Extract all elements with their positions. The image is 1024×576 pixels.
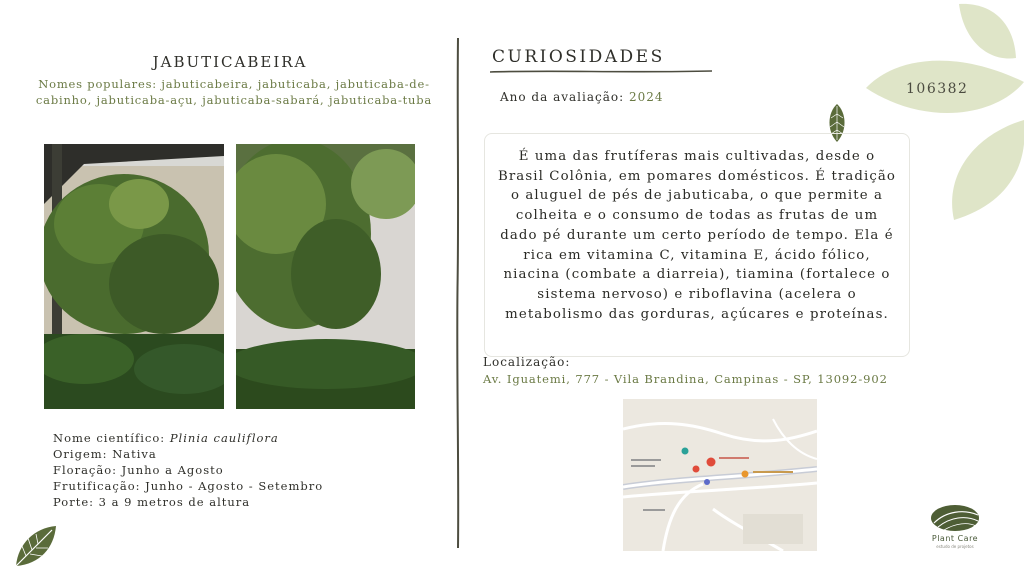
decorative-leaves [864, 0, 1024, 225]
map-pin-icon[interactable] [693, 466, 700, 473]
flowering-row: Floração: Junho a Agosto [53, 463, 224, 477]
curiosity-text: É uma das frutíferas mais cultivadas, desde o Brasil Colônia, em pomares domésticos. É tradição o aluguel de pés de jabuticaba, o que permite a colheita e o consumo de todas as frutas de um dado pé durante um certo período de tempo. Ela é rica em vitamina C, vitamina E, ácido fólico, niacina (combate a diarreia), tiamina (fortalece o sistema nervoso) e riboflavina (acelera o metabolismo das gorduras, açúcares e proteínas. [497, 149, 897, 322]
scientific-name-row: Nome científico: Plinia cauliflora [53, 431, 279, 445]
map-pin-icon[interactable] [707, 458, 716, 467]
location-label: Localização: [483, 355, 571, 369]
logo-name: Plant Care [931, 534, 979, 543]
year-value: 2024 [628, 90, 664, 104]
evaluation-year: Ano da avaliação: 2024 [500, 90, 664, 104]
location-map[interactable] [623, 399, 817, 551]
size-row: Porte: 3 a 9 metros de altura [53, 495, 251, 509]
origin-row: Origem: Nativa [53, 447, 157, 461]
section-title: CURIOSIDADES [492, 47, 665, 67]
location-address: Av. Iguatemi, 777 - Vila Brandina, Campinas - SP, 13092-902 [483, 372, 888, 386]
popular-names: Nomes populares: jabuticabeira, jabuticaba, jabuticaba-de-cabinho, jabuticaba-açu, jabuticaba-sabará, jabuticaba-tuba [35, 77, 433, 107]
fruiting-row: Frutificação: Junho - Agosto - Setembro [53, 479, 324, 493]
plant-photo-2 [236, 144, 415, 409]
plant-common-name: JABUTICABEIRA [152, 53, 308, 71]
leaf-icon [12, 524, 60, 570]
plant-code: 106382 [906, 81, 969, 97]
title-underline [490, 68, 712, 76]
park-marker-icon[interactable] [682, 448, 689, 455]
vertical-divider [452, 38, 464, 548]
plant-specs [53, 430, 323, 510]
scientific-name: Plinia cauliflora [169, 431, 279, 445]
plant-photo-1 [44, 144, 224, 409]
restaurant-marker-icon[interactable] [742, 471, 749, 478]
logo-tagline: estudo de projetos [936, 544, 974, 549]
transit-marker-icon[interactable] [704, 479, 710, 485]
plant-care-logo [930, 503, 980, 533]
